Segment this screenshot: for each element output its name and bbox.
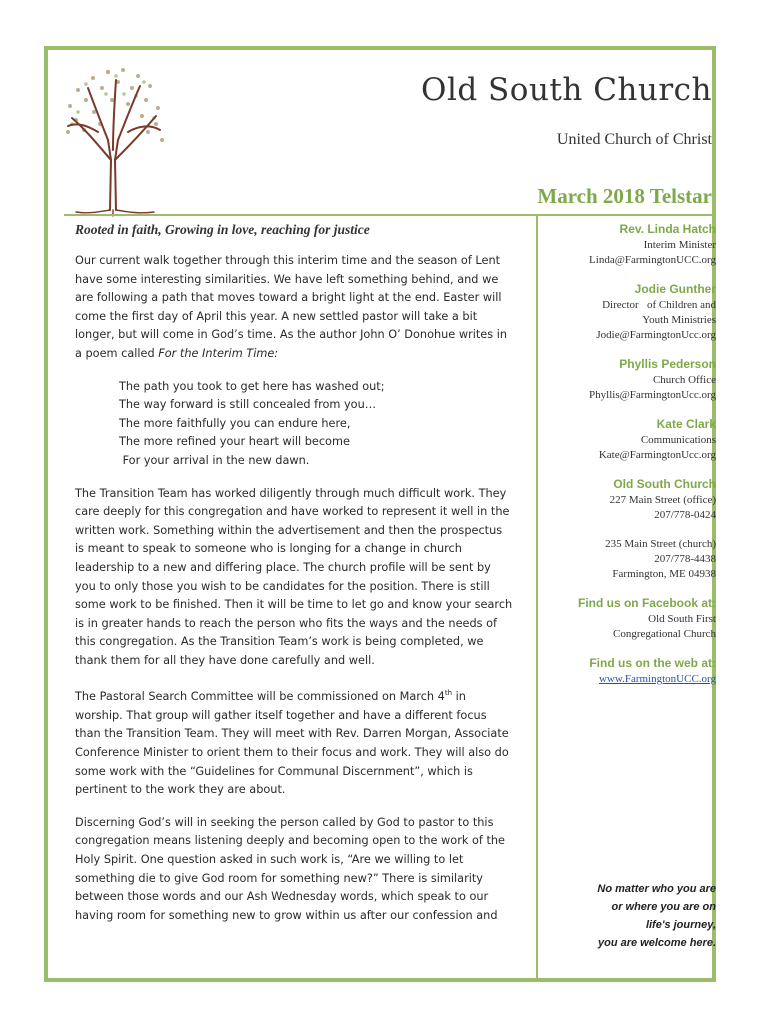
sidebar (548, 222, 716, 701)
poem-line: The more refined your heart will become (119, 435, 350, 449)
para3-text: The Pastoral Search Committee will be commissioned on March 4 (75, 690, 445, 704)
column-divider (536, 216, 538, 982)
discerning-paragraph: Discerning God’s will in seeking the person called by God to pastor to this congregation means listening deeply and becoming open to the work of the Holy Spirit. One question asked in such work is, “Are we willing to let something die to give God room for something new?” There is similarity between those words and our Ash Wednesday words, which speak to our having room for something new to grow within us after our confession and (75, 815, 506, 922)
poem-line: The way forward is still concealed from you… (119, 398, 377, 412)
facebook-block (548, 596, 716, 642)
staff-role: Church Office (652, 374, 716, 386)
welcome-line: or where you are on (611, 901, 716, 913)
welcome-line: life's journey, (645, 919, 716, 931)
tree-icon (58, 60, 168, 220)
church-address (548, 477, 716, 582)
staff-phyllis (548, 357, 716, 403)
staff-email[interactable]: Linda@FarmingtonUCC.org (589, 254, 716, 266)
church-street: 235 Main Street (church) (605, 538, 716, 550)
office-address: 227 Main Street (office) (609, 494, 716, 506)
staff-email[interactable]: Jodie@FarmingtonUcc.org (596, 329, 716, 341)
transition-team-paragraph: The Transition Team has worked diligently through much difficult work. They care deeply for this congregation and have worked to represent it well in the written work. Something within the advertisement and then the prospectus is meant to speak to someone who is longing for a change in church leadership to a new and differing place. The church profile will be sent by you to only those you wish to be candidates for the position. There is still some work to be finished. Then it will be time to let go and know your search is in greater hands to reach the person who fits the ways and the needs of this congregation. As the Transition Team’s work is being completed, we thank them for all they have done carefully and well. (75, 486, 513, 667)
search-committee-paragraph (75, 684, 513, 799)
staff-name: Jodie Gunther (634, 282, 716, 296)
poem-line: The path you took to get here has washed out; (119, 379, 385, 393)
masthead-title: Old South Church (421, 72, 712, 108)
main-column (75, 218, 513, 939)
staff-name: Kate Clark (656, 417, 716, 431)
poem-title: For the Interim Time: (158, 346, 279, 360)
welcome-line: you are welcome here. (598, 937, 716, 949)
poem (119, 378, 513, 471)
staff-name: Phyllis Pederson (619, 357, 716, 371)
church-name: Old South Church (613, 477, 716, 491)
motto: Rooted in faith, Growing in love, reaching for justice (75, 222, 370, 237)
church-city: Farmington, ME 04938 (612, 568, 716, 580)
staff-role: Interim Minister (643, 239, 716, 251)
web-block (548, 656, 716, 687)
welcome-line: No matter who you are (597, 883, 716, 895)
church-phone: 207/778-4438 (654, 553, 716, 565)
staff-jodie (548, 282, 716, 343)
staff-role: Youth Ministries (642, 314, 716, 326)
web-heading: Find us on the web at: (589, 656, 716, 670)
facebook-page-cont: Congregational Church (613, 628, 716, 640)
staff-linda (548, 222, 716, 268)
staff-kate (548, 417, 716, 463)
intro-paragraph (75, 252, 513, 364)
staff-role: Director of Children and (602, 299, 716, 311)
facebook-heading: Find us on Facebook at: (577, 596, 716, 610)
office-phone: 207/778-0424 (654, 509, 716, 521)
staff-email[interactable]: Phyllis@FarmingtonUcc.org (589, 389, 716, 401)
staff-email[interactable]: Kate@FarmingtonUcc.org (598, 449, 716, 461)
masthead-subtitle: United Church of Christ (556, 131, 712, 148)
staff-name: Rev. Linda Hatch (619, 222, 716, 236)
website-link[interactable]: www.FarmingtonUCC.org (598, 673, 716, 685)
para3-text-cont: in worship. That group will gather itself together and have a different focus than the Transition Team. They will meet with Rev. Darren Morgan, Associate Conference Minister to orient them to their focus and work. They will also do some work with the “Guidelines for Communal Discernment”, which is pertinent to the work they are about. (75, 690, 509, 797)
staff-role: Communications (640, 434, 716, 446)
header-divider (64, 214, 716, 216)
issue-title: March 2018 Telstar (537, 184, 712, 208)
poem-line: For your arrival in the new dawn. (119, 453, 310, 467)
intro-text: Our current walk together through this interim time and the season of Lent have some interesting similarities. We have left something behind, and we are following a path that moves toward a bright light at the end. Easter will come the first day of April this year. A new settled pastor will take a bit longer, but will come in God’s time. As the author John O’ Donohue writes in a poem called (75, 254, 508, 360)
facebook-page: Old South First (648, 613, 716, 625)
ordinal-suffix: th (444, 689, 453, 698)
welcome-message (548, 880, 716, 952)
poem-line: The more faithfully you can endure here, (119, 416, 351, 430)
